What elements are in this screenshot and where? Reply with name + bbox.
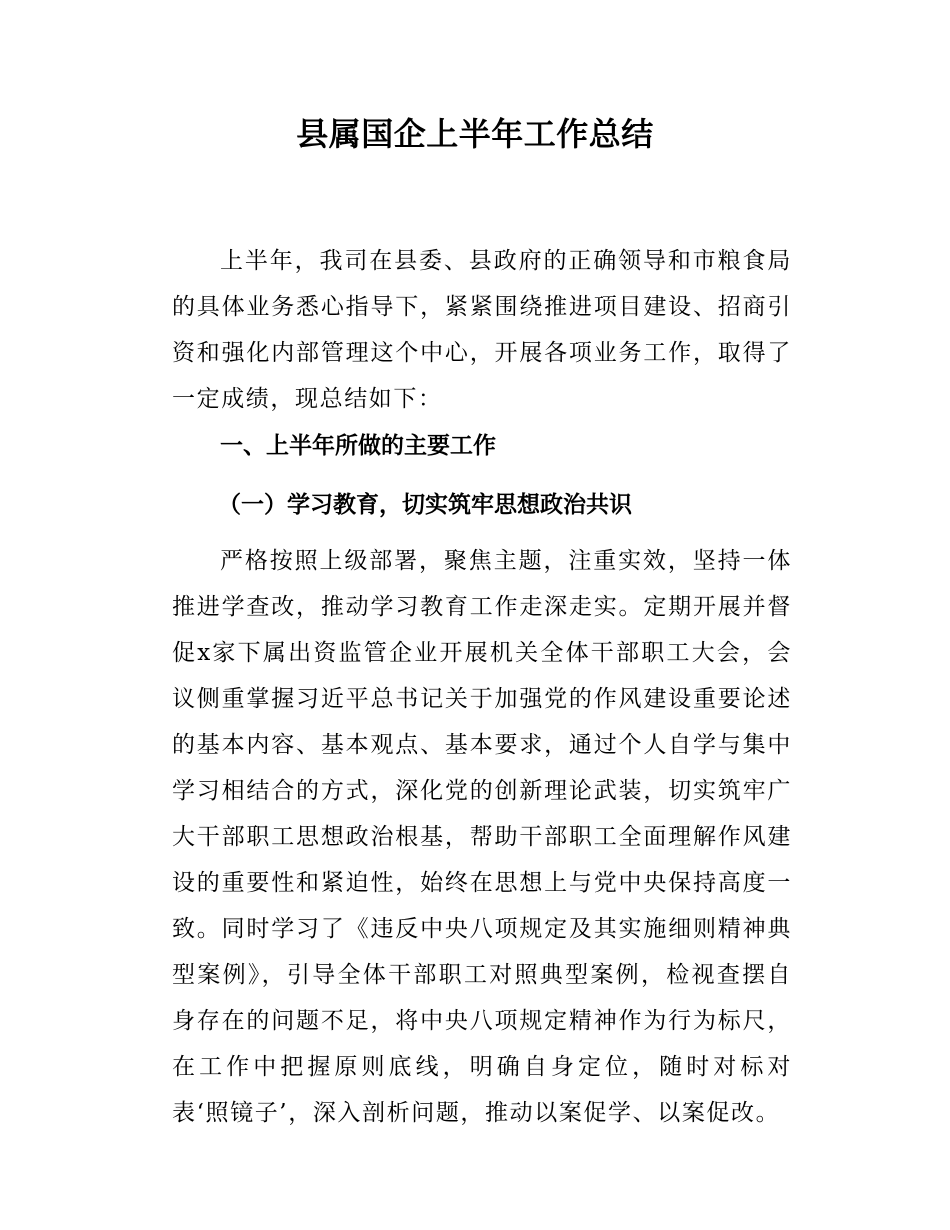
subsection-heading: （一）学习教育，切实筑牢思想政治共识 [218,492,632,518]
document-title: 县属国企上半年工作总结 [296,115,654,153]
study-paragraph: 严格按照上级部署，聚焦主题，注重实效，坚持一体推进学查改，推动学习教育工作走深走实。定期开展并督促x家下属出资监管企业开展机关全体干部职工大会，会议侧重掌握习近平总书记关于加强党的作风建设重要论述的基本内容、基本观点、基本要求，通过个人自学与集中学习相结合的方式，深化党的创新理论武装，切实筑牢广大干部职工思想政治根基，帮助干部职工全面理解作风建设的重要性和紧迫性，始终在思想上与党中央保持高度一致。同时学习了《违反中央八项规定及其实施细则精神典型案例》，引导全体干部职工对照典型案例，检视查摆自身存在的问题不足，将中央八项规定精神作为行为标尺，在工作中把握原则底线，明确自身定位，随时对标对表‘照镜子’，深入剖析问题，推动以案促学、以案促改。 [172,548,792,1126]
section-heading: 一、上半年所做的主要工作 [220,433,496,459]
intro-paragraph: 上半年，我司在县委、县政府的正确领导和市粮食局的具体业务悉心指导下，紧紧围绕推进项目建设、招商引资和强化内部管理这个中心，开展各项业务工作，取得了一定成绩，现总结如下： [172,248,792,412]
